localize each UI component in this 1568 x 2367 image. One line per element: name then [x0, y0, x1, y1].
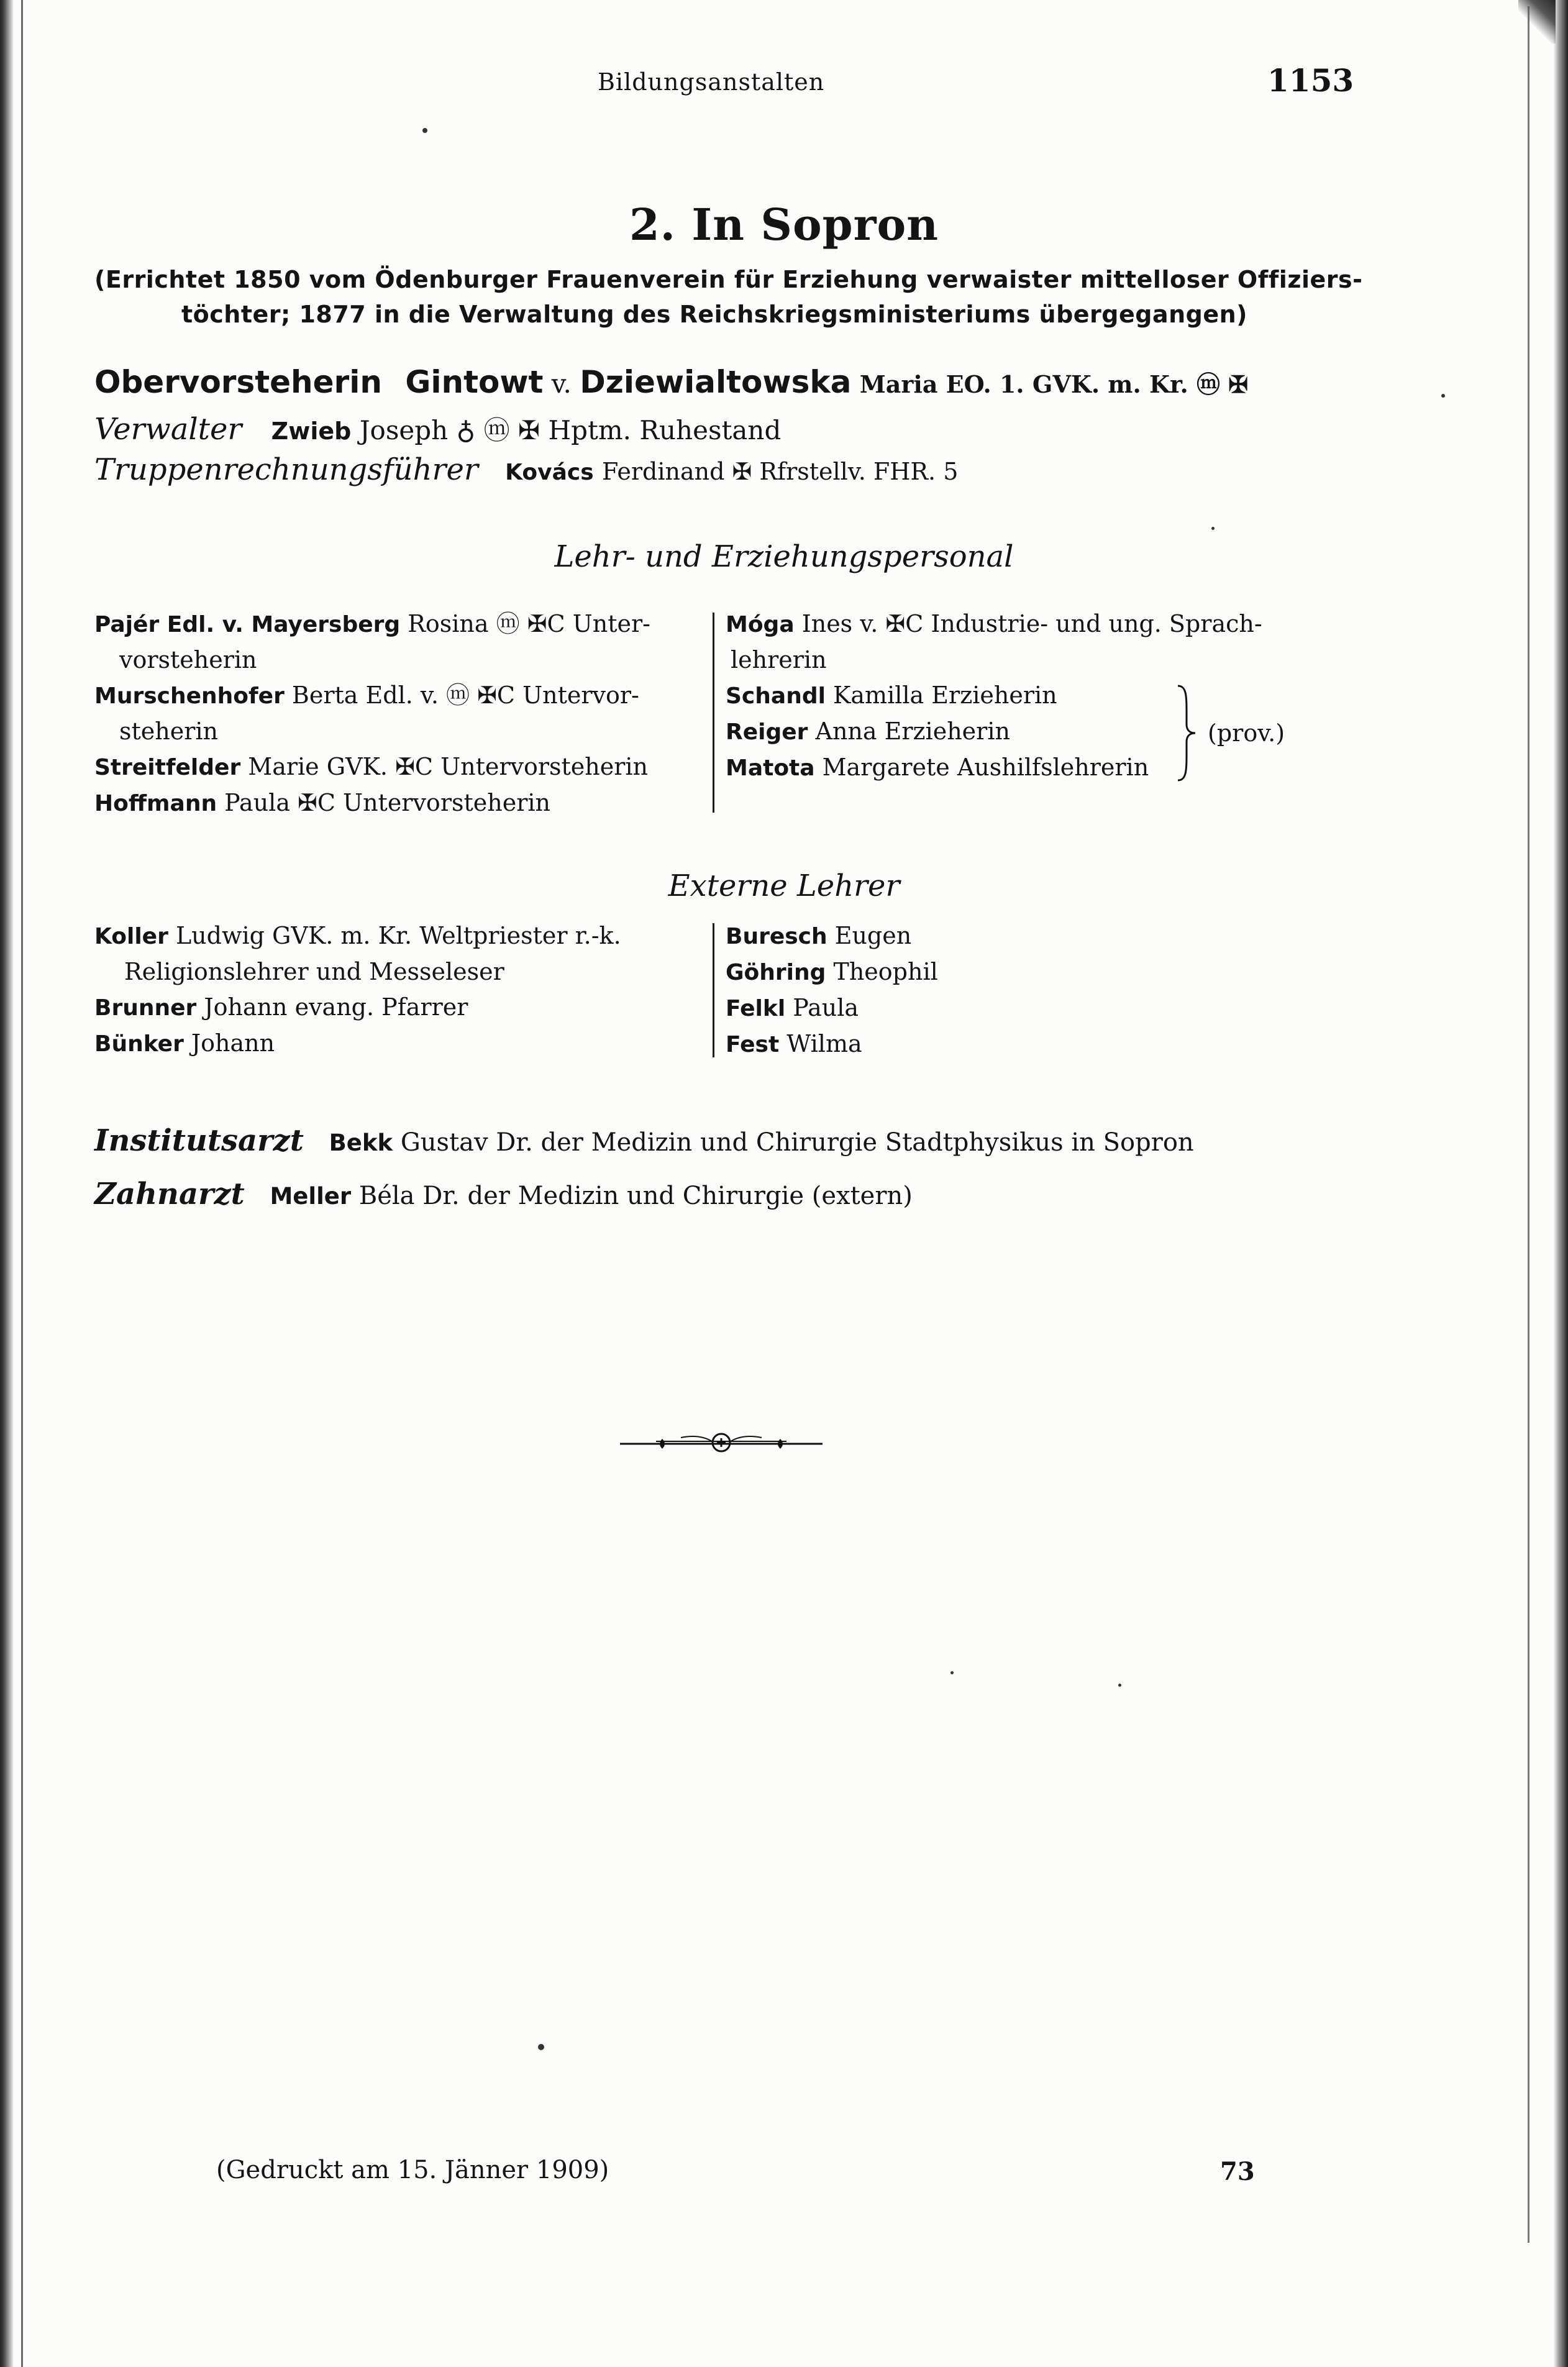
section-title: 2. In Sopron: [629, 199, 939, 250]
teaching-staff-right-column: [726, 606, 1347, 786]
role-truppenrechnungsfuehrer: Truppenrechnungsführer: [94, 452, 478, 487]
external-teachers-heading: Externe Lehrer: [668, 869, 900, 903]
staff-line: Pajér Edl. v. Mayersberg Rosina ⓜ ✠C Unter-: [94, 610, 650, 637]
accountant-details: Ferdinand ✠ Rfrstellv. FHR. 5: [602, 458, 959, 485]
right-margin-line: [1528, 6, 1529, 2243]
accountant-name: Kovács: [505, 460, 594, 485]
print-note: (Gedruckt am 15. Jänner 1909): [216, 2156, 609, 2184]
staff-line: Murschenhofer Berta Edl. v. ⓜ ✠C Untervor-: [94, 682, 639, 709]
intro-line-1: (Errichtet 1850 vom Ödenburger Frauenverein für Erziehung verwaister mittelloser Offiziers-: [94, 266, 1363, 293]
head-surname-2: Dziewialtowska: [580, 364, 852, 400]
teacher-line: Buresch Eugen: [726, 922, 912, 949]
role-obervorsteherin: Obervorsteherin: [94, 364, 382, 400]
column-separator: [713, 613, 714, 813]
head-entry: [94, 364, 1248, 400]
head-details: Maria EO. 1. GVK. m. Kr. ⓜ ✠: [859, 370, 1249, 398]
administrator-name: Zwieb: [271, 417, 352, 445]
role-institutsarzt: Institutsarzt: [94, 1123, 304, 1158]
dentist-entry: [94, 1177, 913, 1211]
curly-brace: [1175, 683, 1198, 783]
ornament-divider-icon: [619, 1426, 824, 1457]
scan-edge-left: [0, 0, 14, 2367]
physician-name: Bekk: [329, 1129, 393, 1156]
role-zahnarzt: Zahnarzt: [94, 1177, 245, 1211]
physician-details: Gustav Dr. der Medizin und Chirurgie Stadtphysikus in Sopron: [393, 1128, 1194, 1157]
teacher-line: Koller Ludwig GVK. m. Kr. Weltpriester r.-k.: [94, 922, 621, 949]
running-title: Bildungsanstalten: [598, 68, 825, 96]
staff-line: Streitfelder Marie GVK. ✠C Untervorsteherin: [94, 753, 649, 780]
provisional-note: (prov.): [1208, 719, 1285, 747]
accountant-entry: [94, 452, 958, 487]
teacher-line: Religionslehrer und Messeleser: [124, 958, 504, 985]
teacher-line: Göhring Theophil: [726, 958, 938, 985]
head-particle: v.: [551, 368, 572, 399]
gutter-line: [21, 0, 23, 2367]
teacher-line: Felkl Paula: [726, 994, 859, 1021]
teaching-staff-left-column: [94, 606, 709, 821]
external-teachers-left-column: [94, 918, 709, 1062]
teacher-line: Bünker Johann: [94, 1029, 275, 1057]
teacher-line: Fest Wilma: [726, 1030, 862, 1057]
column-separator: [713, 923, 714, 1057]
teacher-line: Brunner Johann evang. Pfarrer: [94, 993, 468, 1021]
external-teachers-right-column: [726, 918, 1223, 1062]
staff-line: Móga Ines v. ✠C Industrie- und ung. Sprach-: [726, 610, 1262, 637]
staff-line: Hoffmann Paula ✠C Untervorsteherin: [94, 789, 550, 816]
staff-line: Schandl Kamilla Erzieherin: [726, 682, 1057, 709]
staff-line: Reiger Anna Erzieherin: [726, 718, 1010, 745]
staff-line: vorsteherin: [119, 646, 257, 673]
dentist-details: Béla Dr. der Medizin und Chirurgie (extern): [351, 1182, 913, 1210]
role-verwalter: Verwalter: [94, 412, 242, 447]
intro-line-2: töchter; 1877 in die Verwaltung des Reichskriegsministeriums übergegangen): [181, 301, 1248, 328]
page-corner-curl: [1518, 0, 1556, 43]
sheet-number: 73: [1220, 2157, 1255, 2186]
teaching-staff-heading: Lehr- und Erziehungspersonal: [554, 539, 1014, 574]
administrator-details: Joseph ♁ ⓜ ✠ Hptm. Ruhestand: [359, 415, 782, 445]
page-number: 1153: [1267, 62, 1354, 99]
dentist-name: Meller: [270, 1183, 352, 1210]
physician-entry: [94, 1123, 1194, 1158]
staff-line: Matota Margarete Aushilfslehrerin: [726, 754, 1149, 781]
administrator-entry: [94, 410, 781, 447]
head-surname: Gintowt: [405, 364, 544, 400]
staff-line: steherin: [119, 718, 219, 745]
staff-line: lehrerin: [731, 646, 827, 673]
scan-edge-right: [1553, 0, 1568, 2367]
